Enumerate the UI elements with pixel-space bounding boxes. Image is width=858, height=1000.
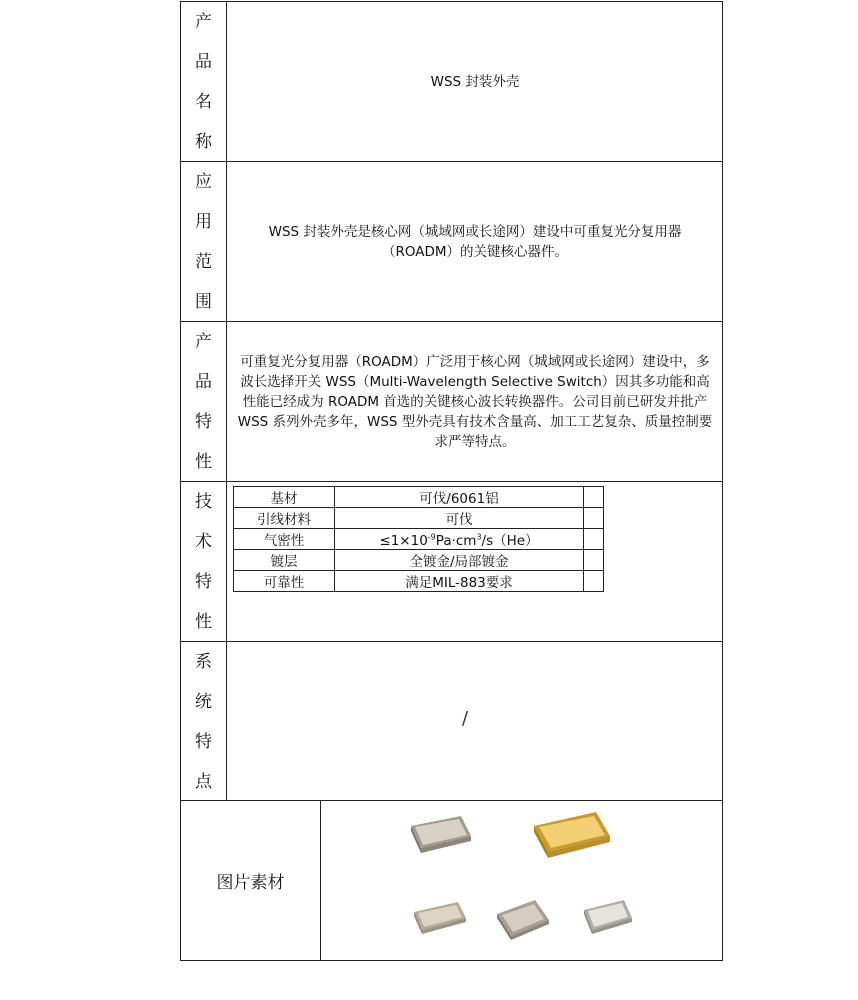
system-features-value: / <box>462 708 469 729</box>
table-border-right <box>722 1 723 961</box>
spec-empty-cell <box>584 571 604 592</box>
spec-name: 可靠性 <box>234 571 335 592</box>
table-row <box>234 508 604 529</box>
product-name-text: WSS 封装外壳 <box>430 73 520 90</box>
label-char: 范 <box>195 252 212 272</box>
label-char: 用 <box>195 212 212 232</box>
spec-value: 全镀金/局部镀金 <box>335 550 584 571</box>
hermeticity-prefix: ≤1×10 <box>379 533 428 549</box>
label-char: 品 <box>195 372 212 392</box>
hermeticity-suffix: /s（He） <box>481 533 539 549</box>
table-row <box>234 487 604 508</box>
features-value <box>228 322 722 481</box>
photo-small-silver-housing-2 <box>493 896 555 941</box>
label-char: 系 <box>195 652 212 672</box>
table-row <box>234 550 604 571</box>
photo-gold-housing <box>530 808 615 860</box>
spec-name: 镀层 <box>234 550 335 571</box>
table-border-bottom <box>180 960 723 961</box>
photo-small-silver-housing-1 <box>410 898 470 938</box>
table-row <box>234 571 604 592</box>
label-column-divider <box>226 1 227 800</box>
spec-value: 满足MIL-883要求 <box>335 571 584 592</box>
label-char: 特 <box>195 572 212 592</box>
photo-silver-housing <box>405 812 475 857</box>
application-text: WSS 封装外壳是核心网（城域网或长途网）建设中可重复光分复用器（ROADM）的关键核心器件。 <box>268 223 682 260</box>
application-value <box>228 162 722 321</box>
spec-value: 可伐/6061铝 <box>335 487 584 508</box>
label-char: 产 <box>195 12 212 32</box>
label-char: 名 <box>195 92 212 112</box>
label-char: 统 <box>195 692 212 712</box>
hermeticity-unit: Pa·cm <box>435 533 477 549</box>
label-char: 称 <box>195 132 212 152</box>
label-char: 特 <box>195 732 212 752</box>
row-divider-4 <box>180 641 723 642</box>
row-divider-3 <box>180 481 723 482</box>
spec-empty-cell <box>584 508 604 529</box>
label-char: 点 <box>195 772 212 792</box>
spec-empty-cell <box>584 550 604 571</box>
label-char: 围 <box>195 292 212 312</box>
row-label-technical <box>181 482 226 641</box>
spec-empty-cell <box>584 487 604 508</box>
row-label-product-name <box>181 2 226 161</box>
label-char: 性 <box>195 452 212 472</box>
features-text: 可重复光分复用器（ROADM）广泛用于核心网（城域网或长途网）建设中，多波长选择开关 WSS（Multi-Wavelength Selective Switch）因其多功能和高性能已经成为 ROADM 首选的关键核心波长转换器件。公司目前已研发并批产 WSS 系列外壳多年，WSS 型外壳具有技术含量高、加工工艺复杂、质量控制要求严等特点。 <box>237 353 713 450</box>
label-char: 品 <box>195 52 212 72</box>
label-char: 技 <box>195 492 212 512</box>
table-row <box>234 529 604 550</box>
technical-spec-table <box>233 486 604 592</box>
photo-small-silver-housing-3 <box>580 896 638 938</box>
spec-name: 引线材料 <box>234 508 335 529</box>
hermeticity-exponent: -9 <box>427 532 436 542</box>
row-label-system <box>181 642 226 800</box>
spec-value-hermeticity <box>335 529 584 550</box>
label-char: 应 <box>195 172 212 192</box>
picture-column-divider <box>320 800 321 960</box>
spec-name: 气密性 <box>234 529 335 550</box>
product-name-value <box>228 2 722 161</box>
spec-value: 可伐 <box>335 508 584 529</box>
spec-empty-cell <box>584 529 604 550</box>
spec-name: 基材 <box>234 487 335 508</box>
picture-label: 图片素材 <box>216 872 285 893</box>
row-label-features <box>181 322 226 481</box>
label-char: 特 <box>195 412 212 432</box>
row-label-application <box>181 162 226 321</box>
label-char: 术 <box>195 532 212 552</box>
label-char: 性 <box>195 612 212 632</box>
label-char: 产 <box>195 332 212 352</box>
hermeticity-unit-exponent: 3 <box>476 532 482 542</box>
